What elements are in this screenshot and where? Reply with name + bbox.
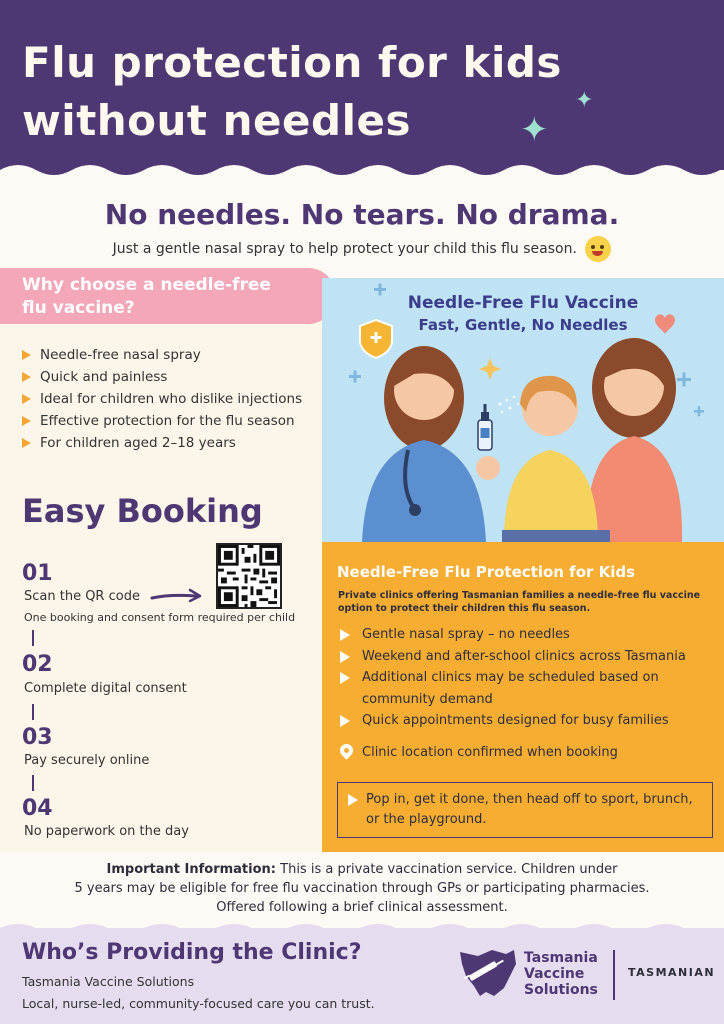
list-item (340, 667, 714, 710)
bullet-triangle-icon (22, 416, 31, 426)
qr-code-icon[interactable] (216, 543, 282, 609)
important-line-2: 5 years may be eligible for free flu vaccination through GPs or participating pharmacies. (74, 881, 650, 896)
bullet-triangle-icon (22, 372, 31, 382)
provider-title: Who’s Providing the Clinic? (22, 940, 362, 965)
logo-line-1: Tasmania (524, 950, 598, 966)
tip-box (337, 782, 713, 838)
important-information (30, 860, 694, 917)
step-note: One booking and consent form required per child (24, 611, 296, 624)
logo-divider (613, 950, 615, 1000)
list-item (22, 344, 302, 366)
logo-line-2: Vaccine (524, 966, 585, 982)
bullet-triangle-icon (340, 651, 350, 663)
list-item (22, 366, 302, 388)
provider-name: Tasmania Vaccine Solutions (22, 974, 195, 989)
why-title (22, 274, 320, 320)
step-number: 04 (22, 796, 53, 821)
list-item (340, 646, 714, 668)
list-item (340, 624, 714, 646)
benefit-text: Ideal for children who dislike injections (40, 391, 303, 407)
logo-wordmark (524, 950, 598, 998)
bullet-triangle-icon (340, 672, 350, 684)
illustration-title-text: Needle-Free Flu Vaccine (407, 293, 639, 313)
logo-line-3: Solutions (524, 982, 598, 998)
qr-code-graphic (218, 545, 280, 607)
bullet-triangle-icon (22, 394, 31, 404)
benefit-text: Quick and painless (40, 369, 168, 385)
tagline-subline (0, 236, 724, 262)
protection-item-text: Weekend and after-school clinics across Tasmania (362, 648, 686, 664)
tip-text-content: Pop in, get it done, then head off to sport, brunch, or the playground. (366, 792, 693, 827)
important-line-1: This is a private vaccination service. Children under (280, 862, 618, 877)
list-item (22, 432, 302, 454)
step-number: 01 (22, 561, 53, 586)
nasal-spray-icon (478, 404, 492, 450)
bullet-triangle-icon (22, 350, 31, 360)
protection-item-text: Additional clinics may be scheduled based on community demand (362, 670, 659, 707)
tagline-subline-text: Just a gentle nasal spray to help protect your child this flu season. (112, 241, 577, 257)
why-title-line-2: flu vaccine? (22, 298, 135, 318)
arrow-icon (150, 586, 206, 606)
important-line-3: Offered following a brief clinical assessment. (216, 900, 508, 915)
page-title (22, 34, 562, 150)
step-text: Complete digital consent (24, 681, 187, 696)
why-banner (0, 268, 336, 324)
location-pin-icon (337, 741, 355, 759)
benefit-text: Needle-free nasal spray (40, 347, 201, 363)
step-number: 03 (22, 725, 53, 750)
important-label: Important Information: (106, 862, 276, 877)
benefit-text: Effective protection for the flu season (40, 413, 295, 429)
protection-item-text: Quick appointments designed for busy families (362, 713, 669, 728)
clinic-location-text: Clinic location confirmed when booking (362, 745, 618, 760)
list-item (22, 410, 302, 432)
title-line-1: Flu protection for kids (22, 38, 562, 87)
step-connector (32, 704, 34, 720)
illustration-subtitle: Fast, Gentle, No Needles (418, 316, 628, 334)
logo-tagline: TASMANIAN (628, 966, 716, 979)
tasmania-map-icon (456, 946, 520, 1000)
header-wave (0, 160, 724, 190)
clinic-location (340, 744, 618, 760)
list-item (22, 388, 302, 410)
step-text: Scan the QR code (24, 589, 140, 604)
step-text: No paperwork on the day (24, 824, 189, 839)
protection-intro: Private clinics offering Tasmanian families a needle-free flu vaccine option to protect their children this flu season. (338, 590, 701, 614)
benefit-text: For children aged 2–18 years (40, 435, 236, 451)
step-text: Pay securely online (24, 753, 150, 768)
step-connector (32, 775, 34, 791)
sparkle-icon: ✦ (520, 110, 549, 150)
benefits-list (22, 344, 302, 454)
tip-text (348, 790, 704, 830)
bullet-triangle-icon (348, 794, 358, 806)
list-item (340, 710, 714, 732)
why-title-line-1: Why choose a needle-free (22, 275, 271, 295)
sparkle-icon: ✦ (575, 88, 594, 113)
title-line-2: without needles (22, 96, 411, 145)
illustration-title (322, 293, 724, 313)
laughing-emoji-icon (585, 236, 611, 262)
step-connector (32, 630, 34, 646)
bullet-triangle-icon (340, 629, 350, 641)
step-number: 02 (22, 652, 53, 677)
tagline-headline: No needles. No tears. No drama. (104, 198, 620, 231)
provider-description: Local, nurse-led, community-focused care you can trust. (22, 996, 375, 1011)
bullet-triangle-icon (340, 715, 350, 727)
bullet-triangle-icon (22, 438, 31, 448)
protection-title: Needle-Free Flu Protection for Kids (337, 563, 636, 581)
protection-item-text: Gentle nasal spray – no needles (362, 627, 570, 642)
protection-list (340, 624, 714, 732)
booking-title: Easy Booking (22, 492, 263, 530)
